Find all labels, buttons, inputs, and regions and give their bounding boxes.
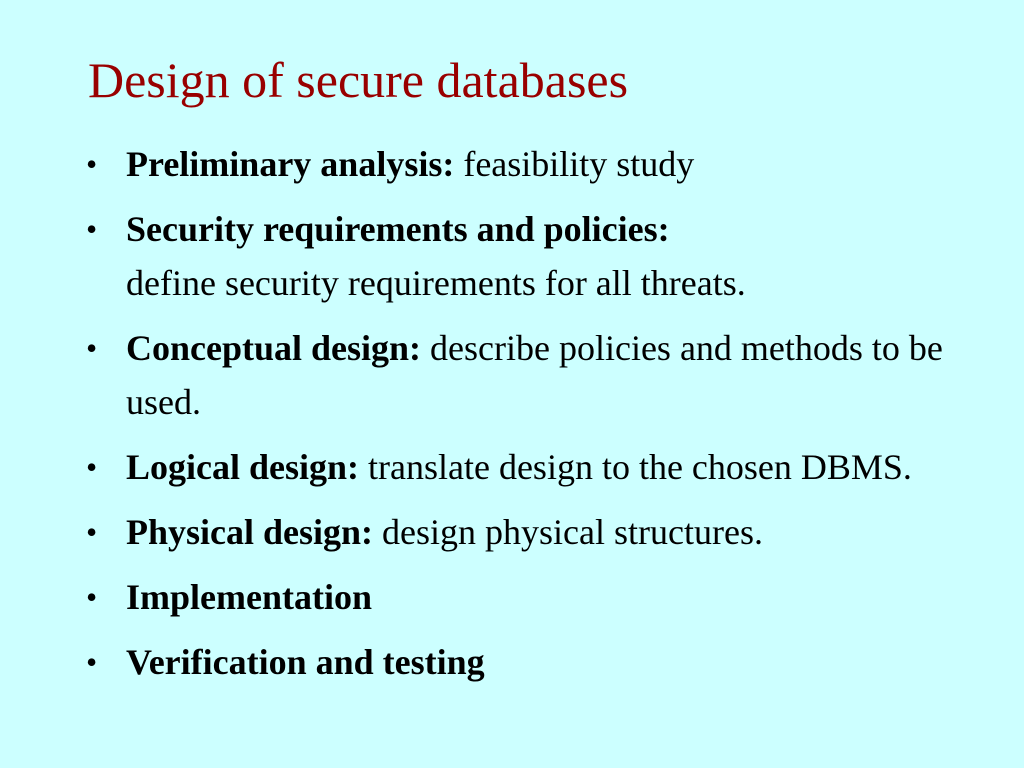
- bullet-icon: •: [86, 146, 98, 182]
- bullet-description: define security requirements for all threats.: [126, 263, 746, 303]
- bullet-icon: •: [86, 579, 98, 615]
- bullet-term: Physical design:: [126, 512, 374, 552]
- slide-title: Design of secure databases: [88, 52, 629, 108]
- bullet-item-verification-testing: [86, 635, 986, 689]
- bullet-item-logical-design: [86, 440, 986, 494]
- bullet-list: [86, 137, 986, 700]
- bullet-item-preliminary-analysis: [86, 137, 986, 191]
- bullet-icon: •: [86, 644, 98, 680]
- bullet-item-implementation: [86, 570, 986, 624]
- bullet-item-physical-design: [86, 505, 986, 559]
- bullet-term: Logical design:: [126, 447, 360, 487]
- bullet-item-security-requirements: [86, 202, 986, 310]
- bullet-description: translate design to the chosen DBMS.: [359, 447, 912, 487]
- bullet-description: describe policies and methods to be used.: [126, 328, 943, 422]
- bullet-icon: •: [86, 330, 98, 366]
- bullet-description: feasibility study: [454, 144, 695, 184]
- bullet-icon: •: [86, 449, 98, 485]
- bullet-item-conceptual-design: [86, 321, 986, 429]
- bullet-term: Security requirements and policies:: [126, 209, 670, 249]
- bullet-term: Conceptual design:: [126, 328, 422, 368]
- bullet-term: Verification and testing: [126, 642, 485, 682]
- bullet-description: design physical structures.: [373, 512, 763, 552]
- bullet-icon: •: [86, 211, 98, 247]
- bullet-icon: •: [86, 514, 98, 550]
- bullet-term: Preliminary analysis:: [126, 144, 455, 184]
- bullet-term: Implementation: [126, 577, 372, 617]
